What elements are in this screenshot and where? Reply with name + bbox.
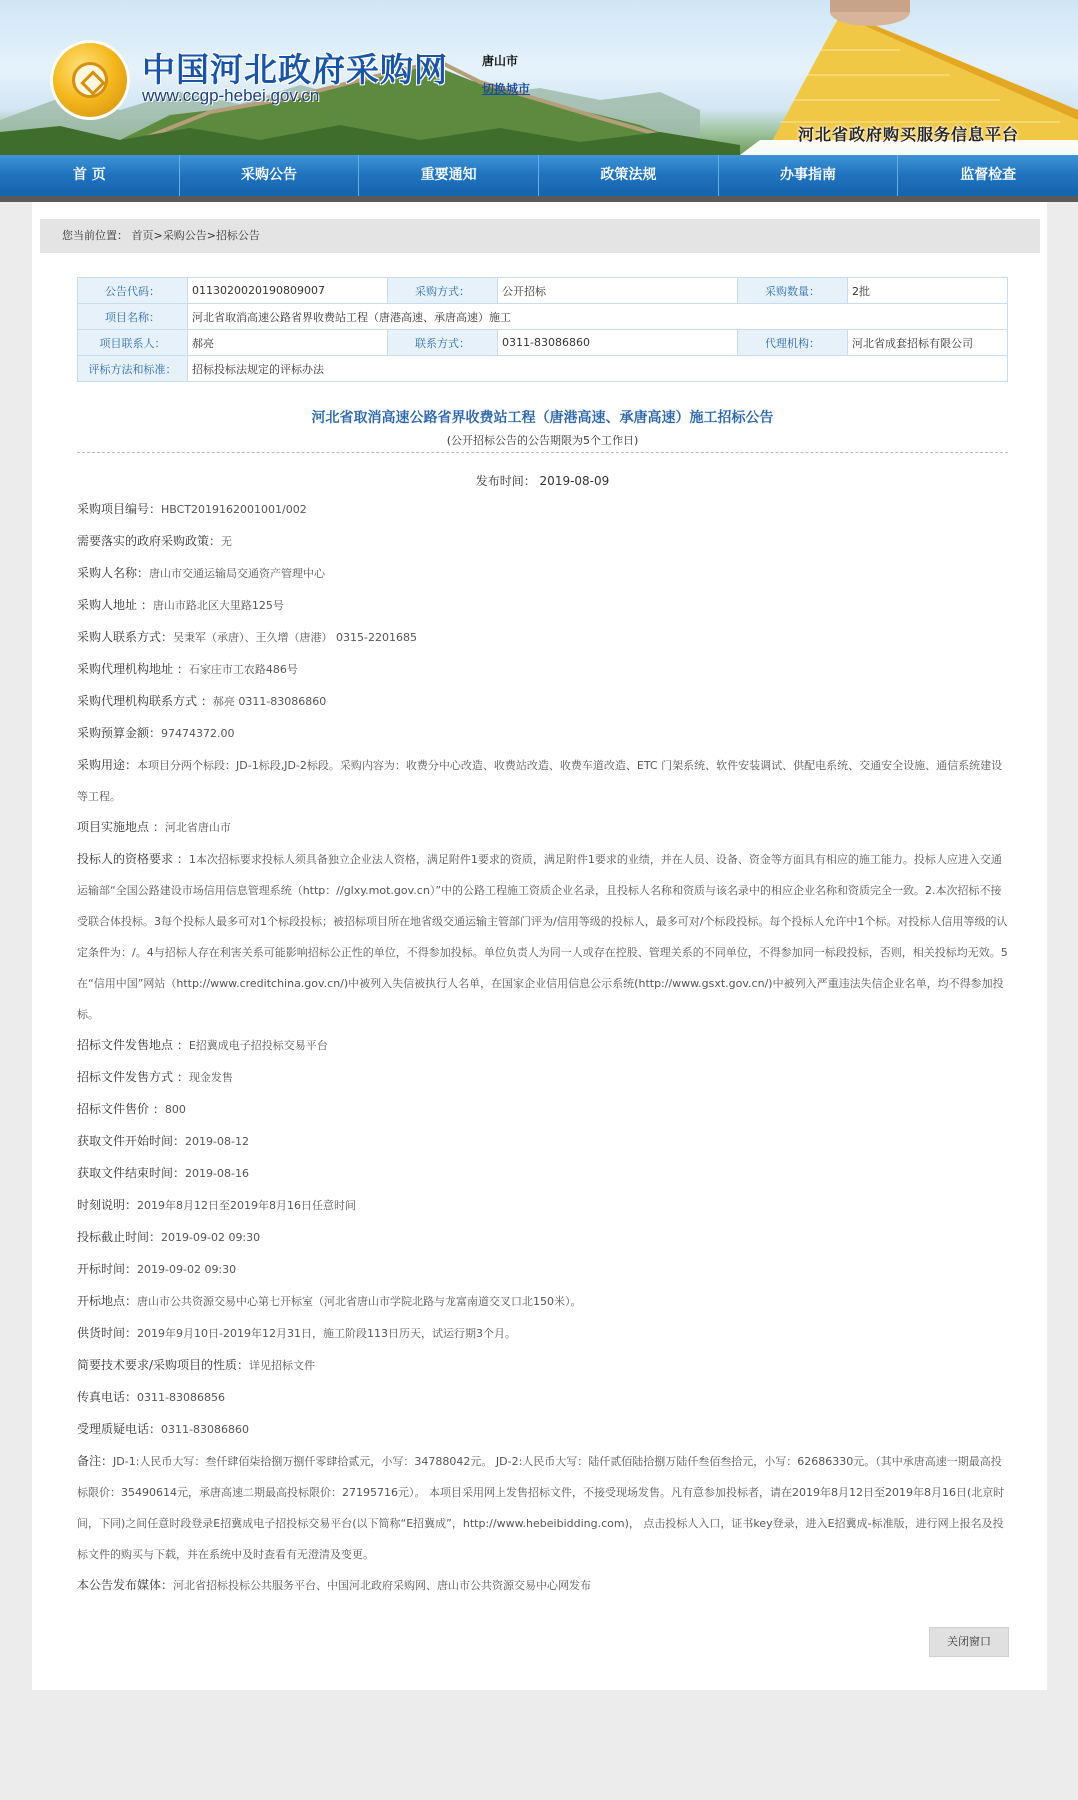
field-value: 河北省唐山市 — [164, 821, 231, 834]
notice-field — [77, 1126, 1008, 1158]
eval-method-label: 评标方法和标准： — [78, 356, 188, 382]
agency-value: 河北省成套招标有限公司 — [848, 330, 1008, 356]
divider — [77, 452, 1008, 453]
notice-field — [77, 686, 1008, 718]
quantity-value: 2批 — [848, 278, 1008, 304]
notice-field — [77, 844, 1008, 1030]
notice-field — [77, 750, 1008, 812]
field-label: 投标人的资格要求 ： — [77, 852, 189, 866]
site-header — [0, 0, 1078, 155]
site-logo-icon[interactable] — [50, 40, 130, 120]
nav-item-important-notice[interactable]: 重要通知 — [359, 155, 539, 196]
field-label: 供货时间： — [77, 1326, 138, 1340]
field-label: 采购项目编号： — [77, 502, 162, 516]
field-label: 采购代理机构地址 ： — [77, 662, 189, 676]
publish-time — [77, 472, 1008, 489]
project-name-label: 项目名称： — [78, 304, 188, 330]
notice-field — [77, 526, 1008, 558]
breadcrumb-prefix: 您当前位置： — [62, 229, 128, 242]
notice-field — [77, 622, 1008, 654]
notice-field — [77, 494, 1008, 526]
eval-method-value: 招标投标法规定的评标办法 — [188, 356, 1008, 382]
field-label: 采购人联系方式： — [77, 630, 174, 644]
notice-field — [77, 812, 1008, 844]
quantity-label: 采购数量： — [738, 278, 848, 304]
field-label: 本公告发布媒体： — [77, 1578, 174, 1592]
notice-field — [77, 1158, 1008, 1190]
field-value: 唐山市公共资源交易中心第七开标室（河北省唐山市学院北路与龙富南道交叉口北150米）。 — [137, 1295, 582, 1308]
field-label: 采购代理机构联系方式 ： — [77, 694, 213, 708]
field-value: 石家庄市工农路486号 — [188, 663, 298, 676]
site-title[interactable]: 中国河北政府采购网 — [142, 50, 448, 89]
field-value: 0311-83086856 — [137, 1391, 225, 1404]
platform-name: 河北省政府购买服务信息平台 — [798, 125, 1020, 144]
field-value: 2019-08-12 — [185, 1135, 249, 1148]
breadcrumb-home[interactable]: 首页 — [131, 229, 154, 242]
field-value: 2019-08-16 — [185, 1167, 249, 1180]
publish-time-label: 发布时间： — [475, 474, 536, 488]
notice-field — [77, 1318, 1008, 1350]
notice-field — [77, 1414, 1008, 1446]
close-window-button[interactable]: 关闭窗口 — [929, 1627, 1009, 1657]
method-label: 采购方式： — [388, 278, 498, 304]
agency-label: 代理机构： — [738, 330, 848, 356]
nav-item-home[interactable]: 首 页 — [0, 155, 180, 196]
breadcrumb-separator: > — [206, 229, 216, 242]
field-label: 受理质疑电话： — [77, 1422, 162, 1436]
notice-field — [77, 1190, 1008, 1222]
field-value: HBCT2019162001001/002 — [161, 503, 307, 516]
notice-field — [77, 590, 1008, 622]
nav-item-policy[interactable]: 政策法规 — [539, 155, 719, 196]
notice-info-table — [77, 277, 1008, 382]
nav-item-guide[interactable]: 办事指南 — [719, 155, 899, 196]
publish-time-value: 2019-08-09 — [539, 474, 610, 488]
main-content — [32, 202, 1047, 1690]
field-label: 开标时间： — [77, 1262, 138, 1276]
field-label: 需要落实的政府采购政策： — [77, 534, 222, 548]
nav-item-supervision[interactable]: 监督检查 — [960, 167, 1017, 183]
notice-code-value: 011302002019080900​7 — [188, 278, 388, 304]
field-value: JD-1:人民币大写：叁仟肆佰柒拾捌万捌仟零肆拾贰元，小写：34788042元。 JD-2:人民币大写：陆仟贰佰陆拾捌万陆仟叁佰叁拾元，小写：62686330元。（其中承唐高速一期最高投标限价：35490614元，承唐高速二期最高投标限价：27195716元）。 本项目采用网上发售招标文件，不接受现场发售。凡有意参加投标者，请在2019年8月12日至2019年8月16日(北京时间，下同)之间任意时段登录E招冀成电子招投标交易平台(以下简称“E招冀成”，http://www.hebeibidding.com)， 点击投标人入口，证书key登录，进入E招冀成-标准版，进行网上报名及投标文件的购买与下载，并在系统中及时查看有无澄清及变更。 — [77, 1455, 1005, 1561]
field-label: 采购人地址 ： — [77, 598, 153, 612]
field-value: 河北省招标投标公共服务平台、中国河北政府采购网、唐山市公共资源交易中心网发布 — [173, 1579, 592, 1592]
field-label: 获取文件结束时间： — [77, 1166, 186, 1180]
breadcrumb-separator: > — [153, 229, 163, 242]
field-value: 详见招标文件 — [249, 1359, 316, 1372]
field-label: 时刻说明： — [77, 1198, 138, 1212]
field-label: 备注： — [77, 1454, 114, 1468]
notice-field — [77, 1350, 1008, 1382]
notice-field — [77, 1254, 1008, 1286]
notice-field — [77, 718, 1008, 750]
field-value: 吴秉军（承唐）、王久增（唐港） 0315-2201685 — [173, 631, 417, 644]
main-nav — [0, 155, 1078, 196]
notice-field — [77, 1286, 1008, 1318]
field-value: 郝亮 0311-83086860 — [212, 695, 327, 708]
field-label: 项目实施地点 ： — [77, 820, 165, 834]
phone-value: 0311-83086860 — [498, 330, 738, 356]
site-url: www.ccgp-hebei.gov.cn — [142, 86, 320, 105]
notice-subtitle: (公开招标公告的公告期限为5个工作日) — [446, 434, 639, 447]
field-value: 无 — [221, 535, 233, 548]
breadcrumb-current: 招标公告 — [215, 229, 260, 242]
table-row — [78, 304, 1008, 330]
switch-city-link[interactable]: 切换城市 — [482, 82, 531, 96]
field-value: 唐山市路北区大里路125号 — [152, 599, 284, 612]
notice-title: 河北省取消高速公路省界收费站工程（唐港高速、承唐高速）施工招标公告 — [311, 410, 774, 426]
field-value: 唐山市交通运输局交通资产管理中心 — [149, 567, 326, 580]
notice-field — [77, 558, 1008, 590]
breadcrumb-procurement-notice[interactable]: 采购公告 — [162, 229, 207, 242]
field-label: 招标文件售价 ： — [77, 1102, 165, 1116]
contact-label: 项目联系人： — [78, 330, 188, 356]
field-value: 现金发售 — [188, 1071, 233, 1084]
notice-code-label: 公告代码： — [78, 278, 188, 304]
field-value: 800 — [164, 1103, 186, 1116]
nav-item-procurement-notice[interactable]: 采购公告 — [180, 155, 360, 196]
field-value: 本项目分两个标段：JD-1标段,JD-2标段。采购内容为：收费分中心改造、收费站改造、收费车道改造、ETC 门架系统、软件安装调试、供配电系统、交通安全设施、通信系统建设等工程。 — [77, 759, 1003, 803]
field-label: 采购人名称： — [77, 566, 150, 580]
field-value: 2019年9月10日-2019年12月31日，施工阶段113日历天，试运行期3个月。 — [137, 1327, 516, 1340]
project-name-value: 河北省取消高速公路省界收费站工程（唐港高速、承唐高速）施工 — [188, 304, 1008, 330]
field-label: 传真电话： — [77, 1390, 138, 1404]
field-label: 简要技术要求/采购项目的性质： — [77, 1358, 250, 1372]
field-value: 2019年8月12日至2019年8月16日任意时间 — [137, 1199, 356, 1212]
field-label: 采购预算金额： — [77, 726, 162, 740]
field-value: 0311-83086860 — [161, 1423, 249, 1436]
field-value: 2019-09-02 09:30 — [137, 1263, 237, 1276]
notice-field — [77, 1062, 1008, 1094]
field-label: 开标地点： — [77, 1294, 138, 1308]
notice-field — [77, 1222, 1008, 1254]
notice-field — [77, 1570, 1008, 1602]
notice-field — [77, 1382, 1008, 1414]
field-label: 招标文件发售方式 ： — [77, 1070, 189, 1084]
method-value: 公开招标 — [498, 278, 738, 304]
field-value: E招冀成电子招投标交易平台 — [188, 1039, 328, 1052]
field-label: 招标文件发售地点 ： — [77, 1038, 189, 1052]
field-value: 97474372.00 — [161, 727, 235, 740]
field-label: 采购用途： — [77, 758, 138, 772]
field-label: 投标截止时间： — [77, 1230, 162, 1244]
table-row — [78, 330, 1008, 356]
contact-value: 郝亮 — [188, 330, 388, 356]
notice-fields — [77, 494, 1008, 1602]
field-value: 2019-09-02 09:30 — [161, 1231, 261, 1244]
notice-field — [77, 1094, 1008, 1126]
current-city: 唐山市 — [482, 54, 519, 68]
notice-field — [77, 654, 1008, 686]
field-label: 获取文件开始时间： — [77, 1134, 186, 1148]
notice-field — [77, 1030, 1008, 1062]
breadcrumb — [40, 219, 1040, 253]
table-row — [78, 278, 1008, 304]
notice-field — [77, 1446, 1008, 1570]
field-value: 1本次招标要求投标人须具备独立企业法人资格，满足附件1要求的资质，满足附件1要求的业绩，并在人员、设备、资金等方面具有相应的施工能力。投标人应进入交通运输部“全国公路建设市场信用信息管理系统（http：//glxy.mot.gov.cn）”中的公路工程施工资质企业名录，且投标人名称和资质与该名录中的相应企业名称和资质完全一致。2.本次招标不接受联合体投标。3每个投标人最多可对1个标段投标；被招标项目所在地省级交通运输主管部门评为/信用等级的投标人，最多可对/个标段投标。每个投标人允许中1个标。对投标人信用等级的认定条件为：/。4与招标人存在利害关系可能影响招标公正性的单位，不得参加投标。单位负责人为同一人或存在控股、管理关系的不同单位，不得参加同一标段投标，否则，相关投标均无效。5在“信用中国”网站（http://www.creditchina.gov.cn/)中被列入失信被执行人名单，在国家企业信用信息公示系统(http://www.gsxt.gov.cn/)中被列入严重违法失信企业名单，均不得参加投标。 — [77, 853, 1008, 1021]
phone-label: 联系方式： — [388, 330, 498, 356]
table-row — [78, 356, 1008, 382]
